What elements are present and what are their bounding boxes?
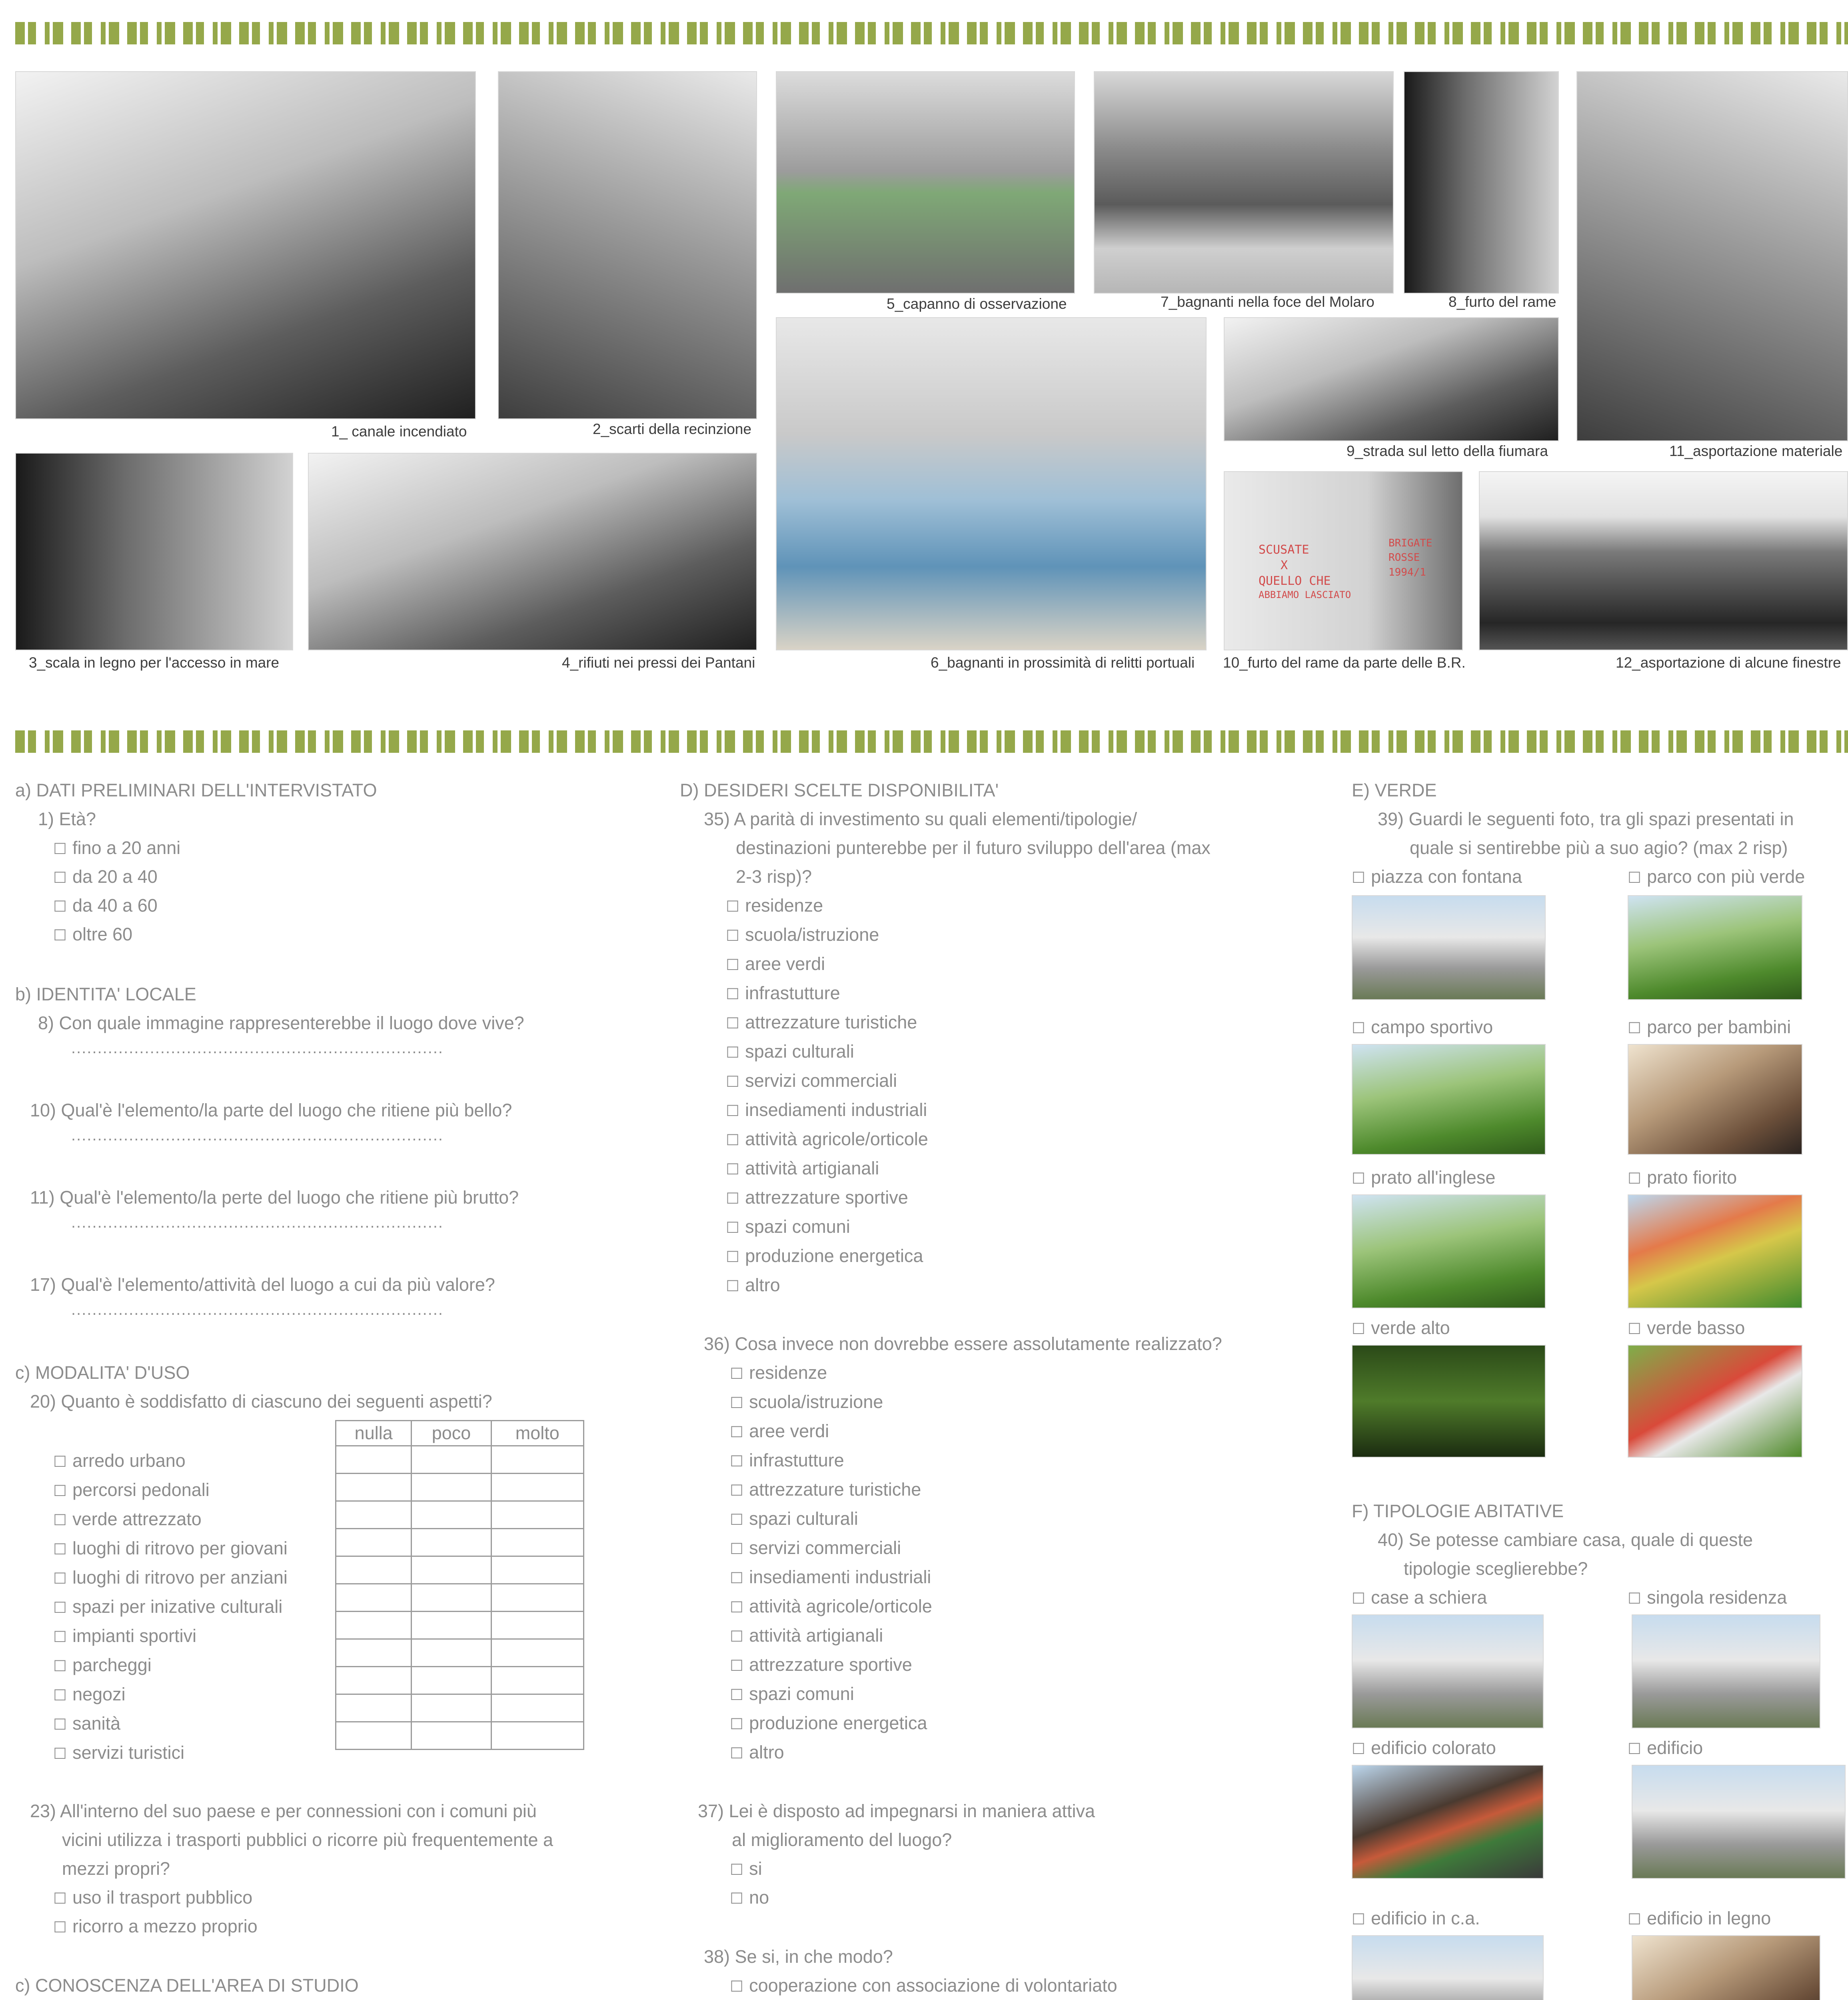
table-cell[interactable] [491, 1446, 583, 1474]
q35-option-13[interactable]: ☐ produzione energetica [726, 1246, 923, 1266]
table-cell[interactable] [336, 1694, 412, 1722]
photo-rifiuti-pantani [308, 453, 757, 650]
caption-5: 5_capanno di osservazione [887, 296, 1067, 312]
photo-campo-sportivo[interactable] [1352, 1044, 1546, 1155]
q36-option-11[interactable]: ☐ attrezzature sportive [730, 1654, 912, 1675]
q8-label: 8) Con quale immagine rappresenterebbe il luogo dove vive? [38, 1013, 524, 1033]
table-cell[interactable] [336, 1501, 412, 1529]
photo-capanno-osservazione [776, 71, 1075, 294]
graffiti-line-5: BRIGATE ROSSE [1388, 537, 1432, 564]
q35-label-1: 35) A parità di investimento su quali elementi/tipologie/ [704, 809, 1137, 829]
table-row [336, 1667, 584, 1694]
graffiti-br [1388, 536, 1456, 580]
photo-scarti-recinzione [498, 71, 757, 419]
q23-option-2[interactable]: ☐ ricorro a mezzo proprio [53, 1916, 258, 1937]
table-cell[interactable] [491, 1694, 583, 1722]
table-cell[interactable] [336, 1667, 412, 1694]
f-option-1[interactable]: ☐ case a schiera [1352, 1587, 1487, 1608]
q1-label: 1) Età? [38, 809, 96, 829]
photo-prato-inglese[interactable] [1352, 1194, 1546, 1308]
q10-label: 10) Qual'è l'elemento/la parte del luogo che ritiene più bello? [30, 1100, 512, 1120]
q1-option-3[interactable]: ☐ da 40 a 60 [53, 895, 158, 916]
photo-canale-incendiato [15, 71, 476, 419]
table-row [336, 1446, 584, 1474]
q23-option-1[interactable]: ☐ uso il trasport pubblico [53, 1887, 252, 1908]
aspect-9[interactable]: ☐ negozi [53, 1684, 126, 1705]
section-b-title: b) IDENTITA' LOCALE [15, 984, 196, 1004]
section-e-title: E) VERDE [1352, 780, 1437, 800]
q35-option-8[interactable]: ☐ insediamenti industriali [726, 1100, 927, 1120]
table-header-row [336, 1421, 584, 1446]
q11-answer-line[interactable]: ....................................................................... [71, 1214, 444, 1231]
aspect-1[interactable]: ☐ arredo urbano [53, 1450, 186, 1471]
q1-option-1[interactable]: ☐ fino a 20 anni [53, 838, 180, 858]
table-row [336, 1501, 584, 1529]
f-option-2[interactable]: ☐ singola residenza [1628, 1587, 1787, 1608]
aspect-6[interactable]: ☐ spazi per inizative culturali [53, 1596, 282, 1617]
table-cell[interactable] [336, 1584, 412, 1612]
e-option-2[interactable]: ☐ parco con più verde [1628, 866, 1805, 887]
caption-1: 1_ canale incendiato [331, 423, 467, 440]
table-cell[interactable] [412, 1639, 491, 1667]
e-option-3[interactable]: ☐ campo sportivo [1352, 1017, 1493, 1038]
q36-option-2[interactable]: ☐ scuola/istruzione [730, 1392, 883, 1412]
q35-option-3[interactable]: ☐ aree verdi [726, 954, 825, 974]
table-row [336, 1474, 584, 1501]
q36-label: 36) Cosa invece non dovrebbe essere assolutamente realizzato? [704, 1334, 1222, 1354]
table-cell[interactable] [412, 1474, 491, 1501]
q23-label-2: vicini utilizza i trasporti pubblici o ricorre più frequentemente a [62, 1830, 553, 1850]
table-row [336, 1556, 584, 1584]
q35-option-2[interactable]: ☐ scuola/istruzione [726, 924, 879, 945]
q36-option-13[interactable]: ☐ produzione energetica [730, 1713, 927, 1734]
column-poco: poco [412, 1421, 491, 1446]
table-cell[interactable] [336, 1446, 412, 1474]
q1-option-2[interactable]: ☐ da 20 a 40 [53, 866, 158, 887]
photo-asportazione-materiale [1576, 71, 1848, 441]
aspect-11[interactable]: ☐ servizi turistici [53, 1742, 184, 1763]
aspect-8[interactable]: ☐ parcheggi [53, 1655, 152, 1676]
table-cell[interactable] [412, 1694, 491, 1722]
q36-option-9[interactable]: ☐ attività agricole/orticole [730, 1596, 932, 1617]
table-cell[interactable] [336, 1612, 412, 1639]
q36-option-14[interactable]: ☐ altro [730, 1742, 784, 1763]
satisfaction-table [335, 1420, 584, 1750]
table-cell[interactable] [491, 1722, 583, 1750]
section-a-title: a) DATI PRELIMINARI DELL'INTERVISTATO [15, 780, 377, 800]
q38-option-1[interactable]: ☐ cooperazione con associazione di volontariato [730, 1975, 1117, 1996]
photo-parco-bambini[interactable] [1628, 1044, 1802, 1155]
caption-2: 2_scarti della recinzione [593, 421, 751, 437]
q35-label-3: 2-3 risp)? [736, 866, 812, 887]
photo-verde-basso[interactable] [1628, 1345, 1802, 1458]
decorative-band-middle [15, 730, 1848, 753]
aspect-7[interactable]: ☐ impianti sportivi [53, 1626, 196, 1646]
caption-11: 11_asportazione materiale [1669, 443, 1843, 459]
q38-label: 38) Se si, in che modo? [704, 1946, 893, 1967]
section-f-title: F) TIPOLOGIE ABITATIVE [1352, 1501, 1564, 1521]
caption-3: 3_scala in legno per l'accesso in mare [29, 654, 280, 671]
q23-label-3: mezzi propri? [62, 1858, 170, 1879]
section-c-title: c) MODALITA' D'USO [15, 1362, 190, 1383]
q10-answer-line[interactable]: ....................................................................... [71, 1126, 444, 1144]
f-option-4[interactable]: ☐ edificio [1628, 1738, 1703, 1758]
e-option-4[interactable]: ☐ parco per bambini [1628, 1017, 1791, 1038]
table-cell[interactable] [412, 1612, 491, 1639]
q1-option-4[interactable]: ☐ oltre 60 [53, 924, 132, 945]
table-cell[interactable] [412, 1501, 491, 1529]
q36-option-8[interactable]: ☐ insediamenti industriali [730, 1567, 931, 1588]
q35-option-14[interactable]: ☐ altro [726, 1275, 780, 1296]
section-d-title: D) DESIDERI SCELTE DISPONIBILITA' [680, 780, 999, 800]
q36-option-5[interactable]: ☐ attrezzature turistiche [730, 1479, 921, 1500]
decorative-band-top [15, 22, 1848, 44]
photo-case-schiera[interactable] [1352, 1614, 1544, 1728]
e-option-5[interactable]: ☐ prato all'inglese [1352, 1167, 1495, 1188]
photo-bagnanti-relitti [776, 317, 1207, 650]
q8-answer-line[interactable]: ....................................................................... [71, 1039, 444, 1057]
table-cell[interactable] [491, 1667, 583, 1694]
q35-option-9[interactable]: ☐ attività agricole/orticole [726, 1129, 928, 1150]
caption-12: 12_asportazione di alcune finestre [1616, 654, 1841, 671]
q20-label: 20) Quanto è soddisfatto di ciascuno dei seguenti aspetti? [30, 1391, 492, 1412]
photo-singola-residenza[interactable] [1632, 1614, 1820, 1728]
q11-label: 11) Qual'è l'elemento/la perte del luogo che ritiene più brutto? [30, 1187, 519, 1208]
photo-piazza-fontana[interactable] [1352, 895, 1546, 1000]
photo-bagnanti-foce-molaro [1094, 71, 1394, 294]
table-cell[interactable] [491, 1612, 583, 1639]
q35-option-12[interactable]: ☐ spazi comuni [726, 1216, 850, 1237]
photo-verde-alto[interactable] [1352, 1345, 1546, 1458]
table-cell[interactable] [336, 1474, 412, 1501]
q35-label-2: destinazioni punterebbe per il futuro sviluppo dell'area (max [736, 838, 1211, 858]
photo-prato-fiorito[interactable] [1628, 1194, 1802, 1308]
aspect-3[interactable]: ☐ verde attrezzato [53, 1509, 202, 1530]
q35-option-7[interactable]: ☐ servizi commerciali [726, 1070, 897, 1091]
q37-label-2: al miglioramento del luogo? [732, 1830, 952, 1850]
table-cell[interactable] [491, 1474, 583, 1501]
e-option-7[interactable]: ☐ verde alto [1352, 1318, 1450, 1338]
photo-strada-fiumara [1224, 317, 1559, 441]
table-cell[interactable] [412, 1529, 491, 1556]
q17-answer-line[interactable]: ....................................................................... [71, 1301, 444, 1318]
table-row [336, 1639, 584, 1667]
graffiti-text [1259, 542, 1351, 601]
q35-option-1[interactable]: ☐ residenze [726, 895, 823, 916]
table-row [336, 1694, 584, 1722]
q36-option-6[interactable]: ☐ spazi culturali [730, 1508, 858, 1529]
caption-6: 6_bagnanti in prossimità di relitti portuali [931, 654, 1195, 671]
table-row [336, 1612, 584, 1639]
table-cell[interactable] [491, 1556, 583, 1584]
column-nulla: nulla [336, 1421, 412, 1446]
q36-option-3[interactable]: ☐ aree verdi [730, 1421, 829, 1442]
table-cell[interactable] [336, 1529, 412, 1556]
q36-option-4[interactable]: ☐ infrastutture [730, 1450, 844, 1471]
table-cell[interactable] [491, 1529, 583, 1556]
q40-label-2: tipologie sceglierebbe? [1404, 1558, 1588, 1579]
table-cell[interactable] [336, 1556, 412, 1584]
section-c2-title: c) CONOSCENZA DELL'AREA DI STUDIO [15, 1975, 359, 1996]
table-cell[interactable] [412, 1722, 491, 1750]
q37-label-1: 37) Lei è disposto ad impegnarsi in maniera attiva [698, 1801, 1095, 1821]
q36-option-10[interactable]: ☐ attività artigianali [730, 1625, 883, 1646]
q35-option-5[interactable]: ☐ attrezzature turistiche [726, 1012, 917, 1033]
q39-label-1: 39) Guardi le seguenti foto, tra gli spazi presentati in [1378, 809, 1794, 829]
f-option-5[interactable]: ☐ edificio in c.a. [1352, 1908, 1480, 1929]
photo-furto-rame [1404, 71, 1559, 294]
table-cell[interactable] [491, 1501, 583, 1529]
graffiti-line-1: SCUSATE [1259, 543, 1309, 557]
caption-9: 9_strada sul letto della fiumara [1347, 443, 1548, 459]
q37-option-no[interactable]: ☐ no [730, 1887, 769, 1908]
graffiti-line-2: X [1281, 558, 1288, 572]
photo-scala-legno [15, 453, 293, 650]
aspect-10[interactable]: ☐ sanità [53, 1713, 120, 1734]
caption-10: 10_furto del rame da parte delle B.R. [1223, 654, 1466, 671]
table-row [336, 1584, 584, 1612]
caption-4: 4_rifiuti nei pressi dei Pantani [562, 654, 755, 671]
q36-option-12[interactable]: ☐ spazi comuni [730, 1684, 854, 1704]
q36-option-1[interactable]: ☐ residenze [730, 1362, 827, 1383]
q37-option-si[interactable]: ☐ si [730, 1858, 762, 1879]
table-cell[interactable] [491, 1639, 583, 1667]
table-row [336, 1722, 584, 1750]
q40-label-1: 40) Se potesse cambiare casa, quale di queste [1378, 1530, 1753, 1550]
q17-label: 17) Qual'è l'elemento/attività del luogo a cui da più valore? [30, 1274, 495, 1295]
column-molto: molto [491, 1421, 583, 1446]
table-cell[interactable] [336, 1722, 412, 1750]
photo-parco-verde[interactable] [1628, 895, 1802, 1000]
photo-edificio-ca[interactable] [1352, 1935, 1544, 2000]
table-cell[interactable] [412, 1584, 491, 1612]
graffiti-line-4: ABBIAMO LASCIATO [1259, 589, 1351, 600]
photo-edificio-legno[interactable] [1632, 1935, 1820, 2000]
table-cell[interactable] [491, 1584, 583, 1612]
graffiti-line-6: 1994/1 [1388, 566, 1426, 578]
photo-edificio[interactable] [1632, 1765, 1846, 1879]
photo-furto-rame-br [1224, 471, 1463, 650]
table-cell[interactable] [412, 1556, 491, 1584]
table-row [336, 1529, 584, 1556]
q35-option-10[interactable]: ☐ attività artigianali [726, 1158, 879, 1179]
e-option-6[interactable]: ☐ prato fiorito [1628, 1167, 1737, 1188]
e-option-8[interactable]: ☐ verde basso [1628, 1318, 1745, 1338]
q35-option-11[interactable]: ☐ attrezzature sportive [726, 1187, 908, 1208]
f-option-6[interactable]: ☐ edificio in legno [1628, 1908, 1771, 1929]
aspect-2[interactable]: ☐ percorsi pedonali [53, 1480, 210, 1500]
photo-asportazione-finestre [1479, 471, 1848, 650]
q35-option-6[interactable]: ☐ spazi culturali [726, 1041, 854, 1062]
q36-option-7[interactable]: ☐ servizi commerciali [730, 1538, 901, 1558]
f-option-3[interactable]: ☐ edificio colorato [1352, 1738, 1496, 1758]
q35-option-4[interactable]: ☐ infrastutture [726, 983, 840, 1004]
e-option-1[interactable]: ☐ piazza con fontana [1352, 866, 1522, 887]
table-cell[interactable] [412, 1667, 491, 1694]
q39-label-2: quale si sentirebbe più a suo agio? (max 2 risp) [1410, 838, 1788, 858]
photo-edificio-colorato[interactable] [1352, 1765, 1544, 1879]
caption-7: 7_bagnanti nella foce del Molaro [1161, 294, 1375, 310]
table-cell[interactable] [412, 1446, 491, 1474]
q23-label-1: 23) All'interno del suo paese e per connessioni con i comuni più [30, 1801, 537, 1821]
table-cell[interactable] [336, 1639, 412, 1667]
aspect-4[interactable]: ☐ luoghi di ritrovo per giovani [53, 1538, 288, 1559]
aspect-5[interactable]: ☐ luoghi di ritrovo per anziani [53, 1567, 288, 1588]
caption-8: 8_furto del rame [1448, 294, 1556, 310]
graffiti-line-3: QUELLO CHE [1259, 574, 1331, 588]
